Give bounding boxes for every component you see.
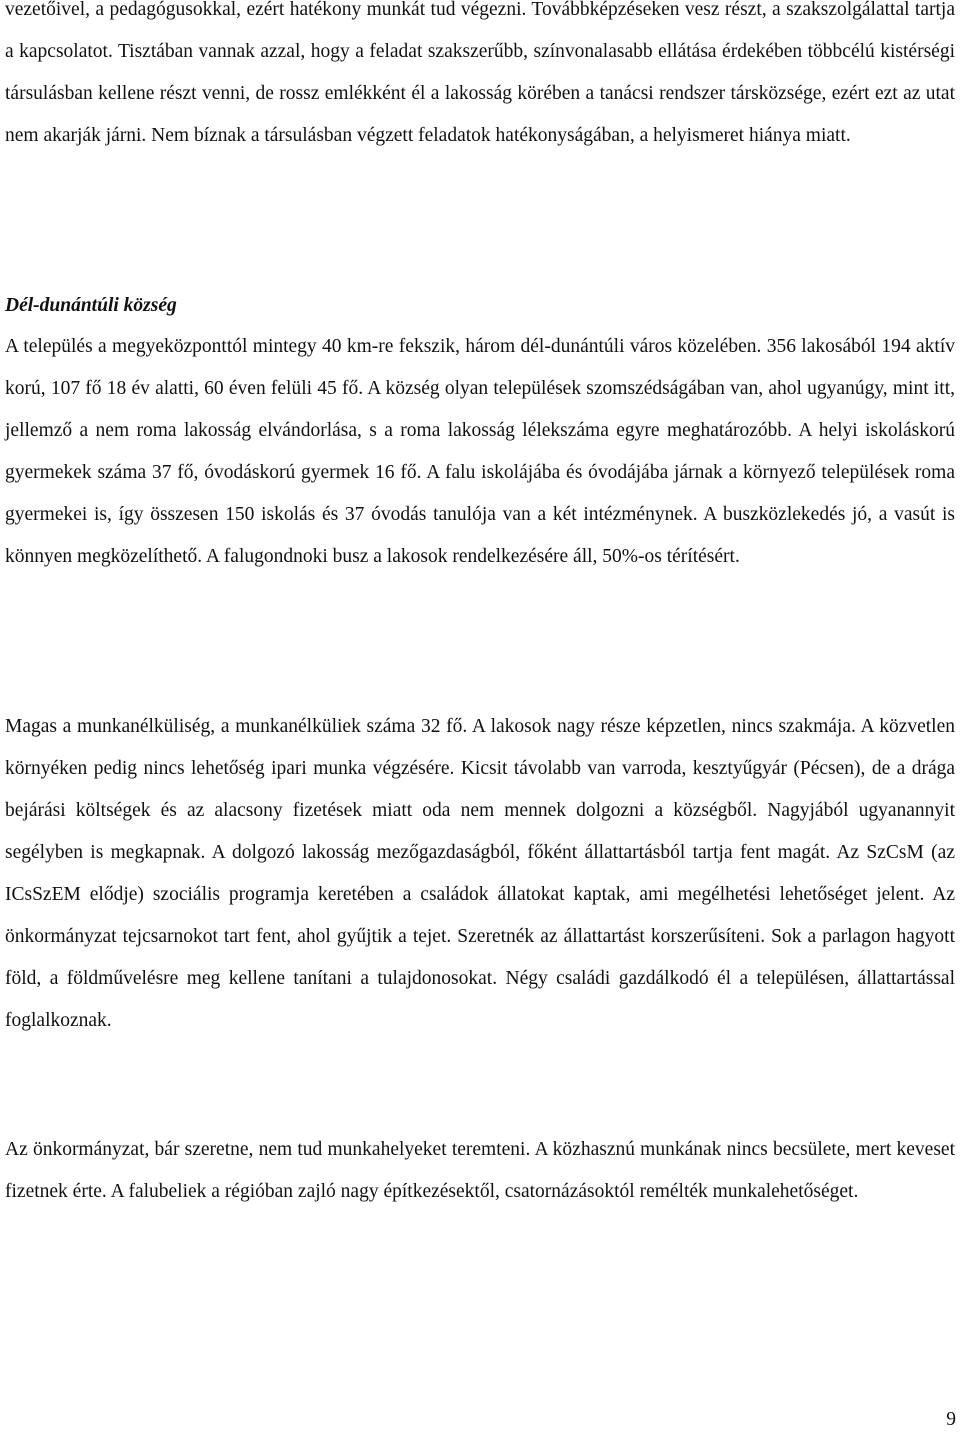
section-heading: Dél-dunántúli község: [5, 295, 177, 316]
intro-paragraph: vezetőivel, a pedagógusokkal, ezért hatékony munkát tud végezni. Továbbképzéseken vesz részt, a szakszolgálattal tartja a kapcsolatot. Tisztában vannak azzal, hogy a feladat szakszerűbb, színvonalasabb ellátása érdekében többcélú kistérségi társulásban kellene részt venni, de rossz emlékként él a lakosság körében a tanácsi rendszer társközsége, ezért ezt az utat nem akarják járni. Nem bíznak a társulásban végzett feladatok hatékonyságában, a helyismeret hiánya miatt.: [5, 0, 955, 146]
page-number: 9: [946, 1409, 956, 1430]
body-paragraph: Az önkormányzat, bár szeretne, nem tud munkahelyeket teremteni. A közhasznú munkának nincs becsülete, mert keveset fizetnek érte. A falubeliek a régióban zajló nagy építkezésektől, csatornázásoktól remélték munkalehetőséget.: [5, 1139, 955, 1202]
body-paragraph: A település a megyeközponttól mintegy 40 km-re fekszik, három dél-dunántúli város közelében. 356 lakosából 194 aktív korú, 107 fő 18 év alatti, 60 éven felüli 45 fő. A község olyan települések szomszédságában van, ahol ugyanúgy, mint itt, jellemző a nem roma lakosság elvándorlása, s a roma lakosság lélekszáma egyre meghatározóbb. A helyi iskoláskorú gyermekek száma 37 fő, óvodáskorú gyermek 16 fő. A falu iskolájába és óvodájába járnak a környező települések roma gyermekei is, így összesen 150 iskolás és 37 óvodás tanulója van a két intézménynek. A buszközlekedés jó, a vasút is könnyen megközelíthető. A falugondnoki busz a lakosok rendelkezésére áll, 50%-os térítésért.: [5, 336, 955, 567]
body-paragraph: Magas a munkanélküliség, a munkanélküliek száma 32 fő. A lakosok nagy része képzetlen, nincs szakmája. A közvetlen környéken pedig nincs lehetőség ipari munka végzésére. Kicsit távolabb van varroda, kesztyűgyár (Pécsen), de a drága bejárási költségek és az alacsony fizetések miatt oda nem mennek dolgozni a községből. Nagyjából ugyanannyit segélyben is megkapnak. A dolgozó lakosság mezőgazdaságból, főként állattartásból tartja fent magát. Az SzCsM (az ICsSzEM elődje) szociális programja keretében a családok állatokat kaptak, ami megélhetési lehetőséget jelent. Az önkormányzat tejcsarnokot tart fent, ahol gyűjtik a tejet. Szeretnék az állattartást korszerűsíteni. Sok a parlagon hagyott föld, a földművelésre meg kellene tanítani a tulajdonosokat. Négy családi gazdálkodó él a településen, állattartással foglalkoznak.: [5, 716, 955, 1031]
